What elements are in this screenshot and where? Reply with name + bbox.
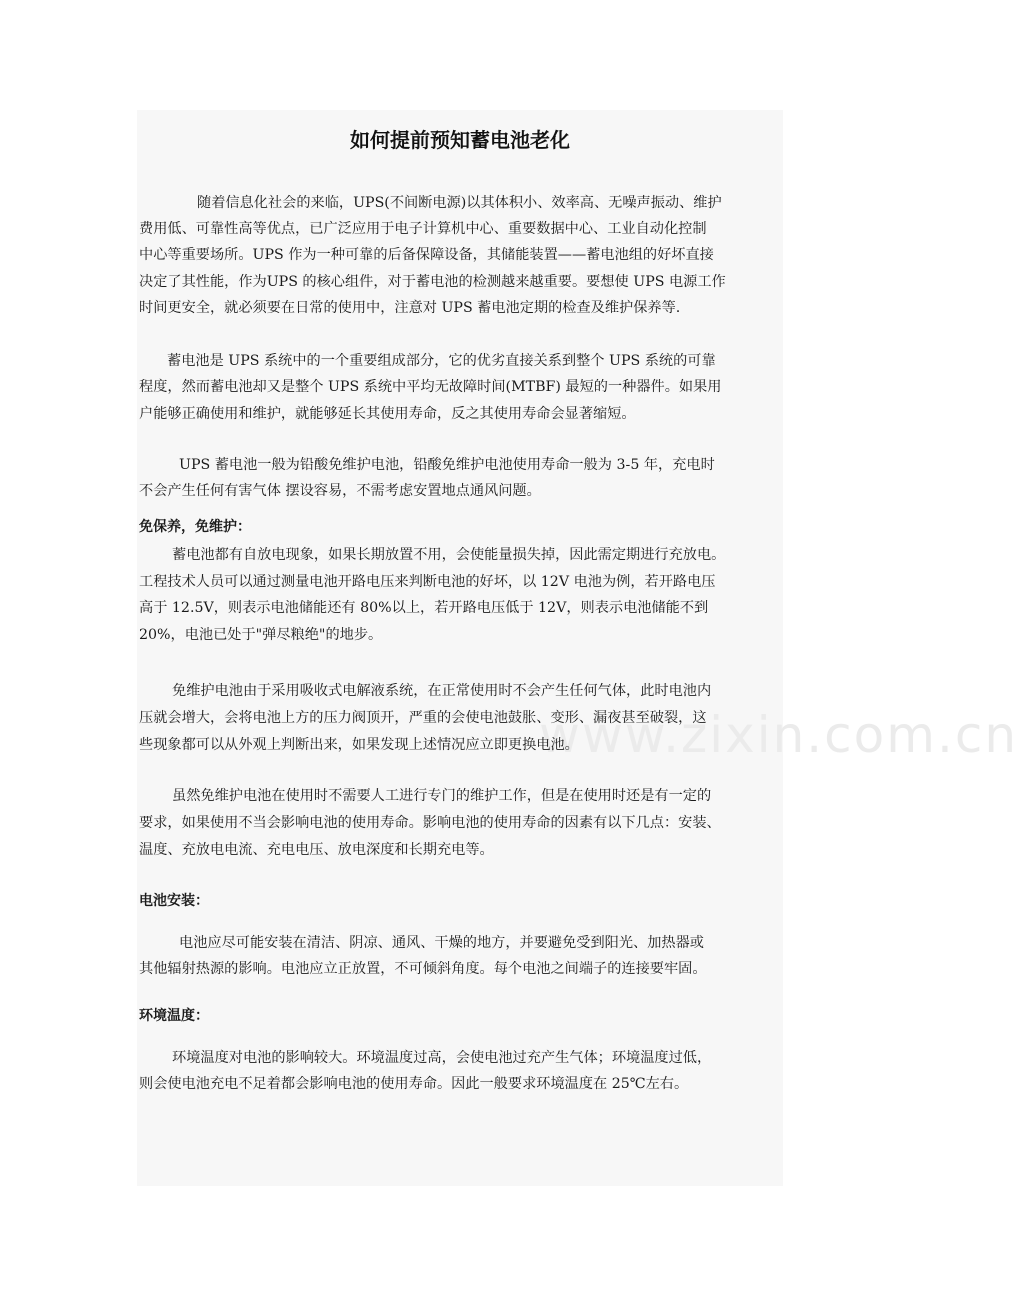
paragraph-battery-importance <box>137 348 789 427</box>
text-line: 随着信息化社会的来临，UPS(不间断电源)以其体积小、效率高、无噪声振动、维护 <box>197 195 722 211</box>
text-line: 压就会增大，会将电池上方的压力阀顶开，严重的会使电池鼓胀、变形、漏夜甚至破裂，这 <box>139 710 707 726</box>
text-line: 20%，电池已处于"弹尽粮绝"的地步。 <box>139 626 383 643</box>
text-line: 中心等重要场所。UPS 作为一种可靠的后备保障设备，其储能装置——蓄电池组的好坏直接 <box>139 247 714 264</box>
section-heading-temperature: 环境温度： <box>139 1008 209 1024</box>
paragraph-battery-type <box>137 452 789 505</box>
text-line: 虽然免维护电池在使用时不需要人工进行专门的维护工作，但是在使用时还是有一定的 <box>172 788 712 804</box>
document-page <box>137 110 1018 1186</box>
text-line: 蓄电池是 UPS 系统中的一个重要组成部分，它的优劣直接关系到整个 UPS 系统的可靠 <box>167 353 716 369</box>
paragraph-temperature <box>137 1045 789 1097</box>
paragraph-self-discharge <box>137 542 789 648</box>
text-line: 时间更安全，就必须要在日常的使用中，注意对 UPS 蓄电池定期的检查及维护保养等. <box>139 299 681 316</box>
text-line: 费用低、可靠性高等优点，已广泛应用于电子计算机中心、重要数据中心、工业自动化控制 <box>139 221 707 238</box>
text-line: 决定了其性能，作为UPS 的核心组件，对于蓄电池的检测越来越重要。要想使 UPS 电源工作 <box>139 273 726 290</box>
text-line: 则会使电池充电不足着都会影响电池的使用寿命。因此一般要求环境温度在 25℃左右。 <box>139 1076 689 1093</box>
text-line: 其他辐射热源的影响。电池应立正放置，不可倾斜角度。每个电池之间端子的连接要牢固。 <box>139 961 707 978</box>
text-line: 不会产生任何有害气体 摆设容易，不需考虑安置地点通风问题。 <box>139 483 541 500</box>
text-line: 环境温度对电池的影响较大。环境温度过高，会使电池过充产生气体；环境温度过低， <box>172 1050 712 1066</box>
paragraph-intro <box>137 190 789 321</box>
section-heading-maintenance-free: 免保养，免维护： <box>139 519 251 535</box>
watermark: www.zixin.com.cn <box>539 706 1018 764</box>
text-line: 温度、充放电电流、充电电压、放电深度和长期充电等。 <box>139 842 494 858</box>
paragraph-usage-requirements <box>137 783 789 864</box>
paragraph-installation <box>137 930 789 982</box>
text-line: 工程技术人员可以通过测量电池开路电压来判断电池的好坏，以 12V 电池为例，若开路电压 <box>139 573 716 590</box>
text-line: 电池应尽可能安装在清洁、阴凉、通风、干燥的地方，并要避免受到阳光、加热器或 <box>179 935 704 951</box>
text-line: 高于 12.5V，则表示电池储能还有 80%以上，若开路电压低于 12V，则表示电池储能不到 <box>139 600 709 616</box>
document-title: 如何提前预知蓄电池老化 <box>350 128 570 152</box>
text-line: 程度，然而蓄电池却又是整个 UPS 系统中平均无故障时间(MTBF) 最短的一种器件。如果用 <box>139 379 722 396</box>
text-line: 要求，如果使用不当会影响电池的使用寿命。影响电池的使用寿命的因素有以下几点：安装、 <box>139 815 721 831</box>
paragraph-absorption <box>137 678 789 759</box>
text-line: UPS 蓄电池一般为铅酸免维护电池，铅酸免维护电池使用寿命一般为 3-5 年，充电时 <box>179 457 715 473</box>
text-line: 些现象都可以从外观上判断出来，如果发现上述情况应立即更换电池。 <box>139 737 579 753</box>
section-heading-installation: 电池安装： <box>139 893 209 909</box>
text-line: 蓄电池都有自放电现象，如果长期放置不用，会使能量损失掉，因此需定期进行充放电。 <box>172 547 726 563</box>
text-line: 免维护电池由于采用吸收式电解液系统，在正常使用时不会产生任何气体，此时电池内 <box>172 683 712 699</box>
text-line: 户能够正确使用和维护，就能够延长其使用寿命，反之其使用寿命会显著缩短。 <box>139 405 636 422</box>
